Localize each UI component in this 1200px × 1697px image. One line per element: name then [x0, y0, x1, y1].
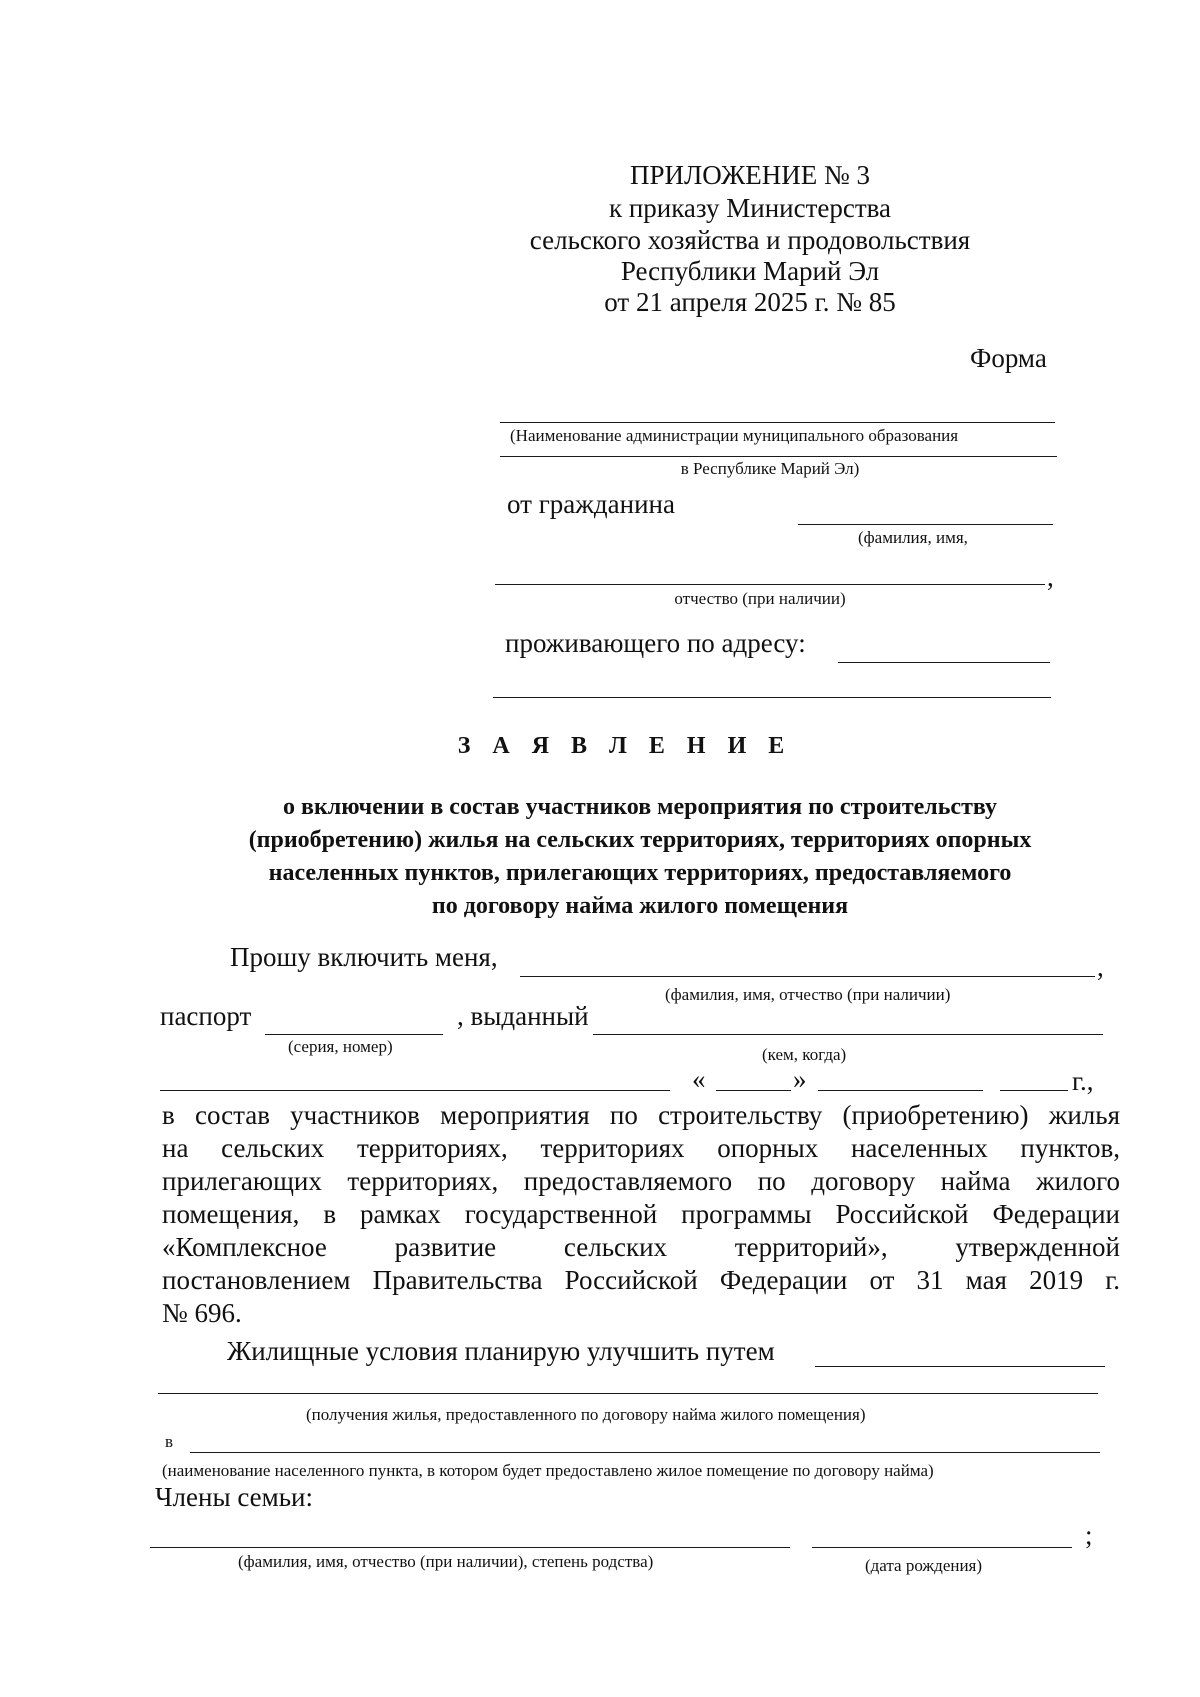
appendix-order: к приказу Министерства: [608, 193, 892, 223]
issued-label: , выданный: [457, 1001, 589, 1031]
birth-hint: (дата рождения): [865, 1556, 983, 1575]
passport-series-line: [265, 1034, 443, 1035]
settlement-hint: (наименование населенного пункта, в котором будет предоставлено жилое помещение по договору найма): [162, 1461, 934, 1480]
quote-open: «: [692, 1064, 706, 1094]
passport-label: паспорт: [160, 1001, 252, 1031]
quote-close: »: [793, 1064, 807, 1094]
family-semicolon: ;: [1085, 1520, 1093, 1550]
issued-by-line: [593, 1034, 1103, 1035]
settlement-line: [190, 1452, 1100, 1453]
in-label: в: [165, 1432, 174, 1451]
issued-hint: (кем, когда): [762, 1045, 847, 1064]
name-comma: ,: [1047, 562, 1054, 592]
housing-label: Жилищные условия планирую улучшить путем: [227, 1336, 775, 1366]
appendix-date: от 21 апреля 2025 г. № 85: [604, 287, 896, 317]
paragraph-line-4: помещения, в рамках государственной программы Российской Федерации: [162, 1199, 1120, 1229]
day-line: [716, 1090, 791, 1091]
name-hint-1: (фамилия, имя,: [858, 528, 968, 547]
document-title: З А Я В Л Е Н И Е: [457, 733, 793, 759]
year-line: [1000, 1090, 1068, 1091]
address-line-2: [493, 697, 1051, 698]
form-label: Форма: [970, 343, 1047, 373]
paragraph-line-2: на сельских территориях, территориях опорных населенных пунктов,: [162, 1133, 1120, 1163]
appendix-republic: Республики Марий Эл: [620, 256, 880, 286]
subtitle-line-1: о включении в состав участников мероприятия по строительству: [282, 794, 998, 820]
fio-line: [520, 976, 1095, 977]
birth-date-line: [812, 1547, 1072, 1548]
appendix-ministry: сельского хозяйства и продовольствия: [529, 225, 971, 255]
subtitle-line-4: по договору найма жилого помещения: [431, 893, 849, 919]
subtitle-line-3: населенных пунктов, прилегающих территориях, предоставляемого: [268, 860, 1012, 886]
paragraph-line-7: № 696.: [162, 1298, 242, 1328]
family-hint: (фамилия, имя, отчество (при наличии), степень родства): [238, 1552, 654, 1571]
series-hint: (серия, номер): [288, 1037, 393, 1056]
issued-by-continued-line: [160, 1090, 670, 1091]
paragraph-line-3: прилегающих территориях, предоставляемого по договору найма жилого: [162, 1166, 1120, 1196]
housing-line-1: [815, 1366, 1105, 1367]
residing-label: проживающего по адресу:: [505, 628, 806, 658]
housing-line-2: [158, 1393, 1098, 1394]
housing-hint: (получения жилья, предоставленного по договору найма жилого помещения): [306, 1405, 866, 1424]
admin-hint-1: (Наименование администрации муниципального образования: [510, 426, 959, 445]
surname-line: [798, 524, 1053, 525]
appendix-number: ПРИЛОЖЕНИЕ № 3: [629, 160, 871, 190]
year-suffix: г.,: [1072, 1066, 1094, 1096]
family-label: Члены семьи:: [155, 1482, 313, 1512]
admin-hint-2: в Республике Марий Эл): [680, 459, 860, 478]
month-line: [818, 1090, 983, 1091]
from-citizen-label: от гражданина: [507, 489, 675, 519]
fio-hint: (фамилия, имя, отчество (при наличии): [665, 985, 951, 1004]
admin-name-line-2: [500, 456, 1057, 457]
paragraph-line-6: постановлением Правительства Российской Федерации от 31 мая 2019 г.: [162, 1265, 1120, 1295]
request-label: Прошу включить меня,: [230, 942, 498, 972]
name-hint-2: отчество (при наличии): [674, 589, 846, 608]
request-comma: ,: [1097, 952, 1104, 982]
address-line-1: [838, 662, 1050, 663]
paragraph-line-1: в состав участников мероприятия по строительству (приобретению) жилья: [162, 1100, 1120, 1130]
subtitle-line-2: (приобретению) жилья на сельских территориях, территориях опорных: [248, 827, 1032, 853]
family-member-line: [150, 1547, 790, 1548]
paragraph-line-5: «Комплексное развитие сельских территорий», утвержденной: [162, 1232, 1120, 1262]
patronymic-line: [495, 584, 1045, 585]
admin-name-line: [500, 422, 1055, 423]
